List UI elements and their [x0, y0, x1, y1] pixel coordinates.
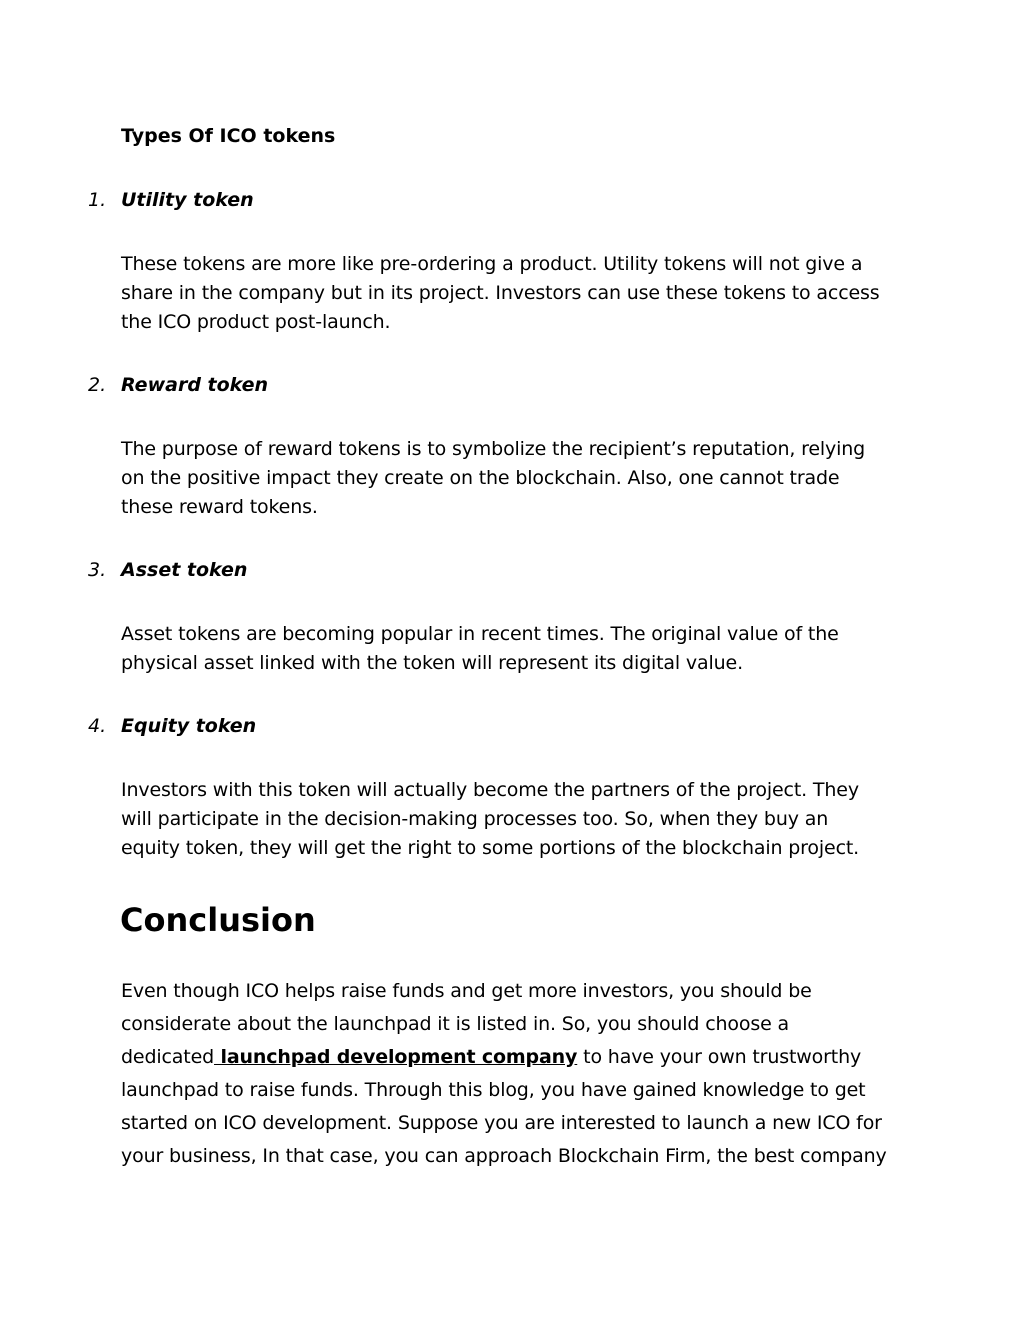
- body-line: equity token, they will get the right to some portions of the blockchain project.: [121, 837, 860, 859]
- list-number-3: 3.: [88, 559, 107, 581]
- body-line: launchpad to raise funds. Through this blog, you have gained knowledge to get: [121, 1079, 866, 1101]
- item-body-utility-token: [121, 250, 901, 337]
- list-number-2: 2.: [88, 374, 107, 396]
- list-number-4: 4.: [88, 715, 107, 737]
- item-title-utility-token: Utility token: [121, 189, 254, 211]
- body-text: dedicated: [121, 1046, 215, 1068]
- item-body-asset-token: [121, 620, 901, 678]
- list-number-1: 1.: [88, 189, 107, 211]
- body-line: share in the company but in its project. Investors can use these tokens to access: [121, 282, 880, 304]
- body-line: your business, In that case, you can approach Blockchain Firm, the best company: [121, 1145, 887, 1167]
- body-line: started on ICO development. Suppose you are interested to launch a new ICO for: [121, 1112, 882, 1134]
- body-line: Asset tokens are becoming popular in recent times. The original value of the: [121, 623, 839, 645]
- body-line: will participate in the decision-making processes too. So, when they buy an: [121, 808, 829, 830]
- conclusion-heading: Conclusion: [120, 901, 316, 939]
- launchpad-development-company-link[interactable]: launchpad development company: [214, 1046, 578, 1068]
- body-line: Investors with this token will actually become the partners of the project. They: [121, 779, 859, 801]
- section-heading: Types Of ICO tokens: [121, 125, 336, 147]
- body-line: These tokens are more like pre-ordering a product. Utility tokens will not give a: [121, 253, 863, 275]
- body-line: physical asset linked with the token will represent its digital value.: [121, 652, 743, 674]
- body-text: to have your own trustworthy: [577, 1046, 862, 1068]
- item-title-reward-token: Reward token: [121, 374, 269, 396]
- body-line: on the positive impact they create on the blockchain. Also, one cannot trade: [121, 467, 840, 489]
- body-line: The purpose of reward tokens is to symbolize the recipient’s reputation, relying: [121, 438, 866, 460]
- body-line: Even though ICO helps raise funds and get more investors, you should be: [121, 980, 812, 1002]
- conclusion-paragraph: [121, 975, 911, 1173]
- item-title-equity-token: Equity token: [121, 715, 257, 737]
- item-body-reward-token: [121, 435, 901, 522]
- body-line: these reward tokens.: [121, 496, 318, 518]
- item-body-equity-token: [121, 776, 901, 863]
- item-title-asset-token: Asset token: [121, 559, 248, 581]
- body-line: the ICO product post-launch.: [121, 311, 391, 333]
- body-line: considerate about the launchpad it is listed in. So, you should choose a: [121, 1013, 790, 1035]
